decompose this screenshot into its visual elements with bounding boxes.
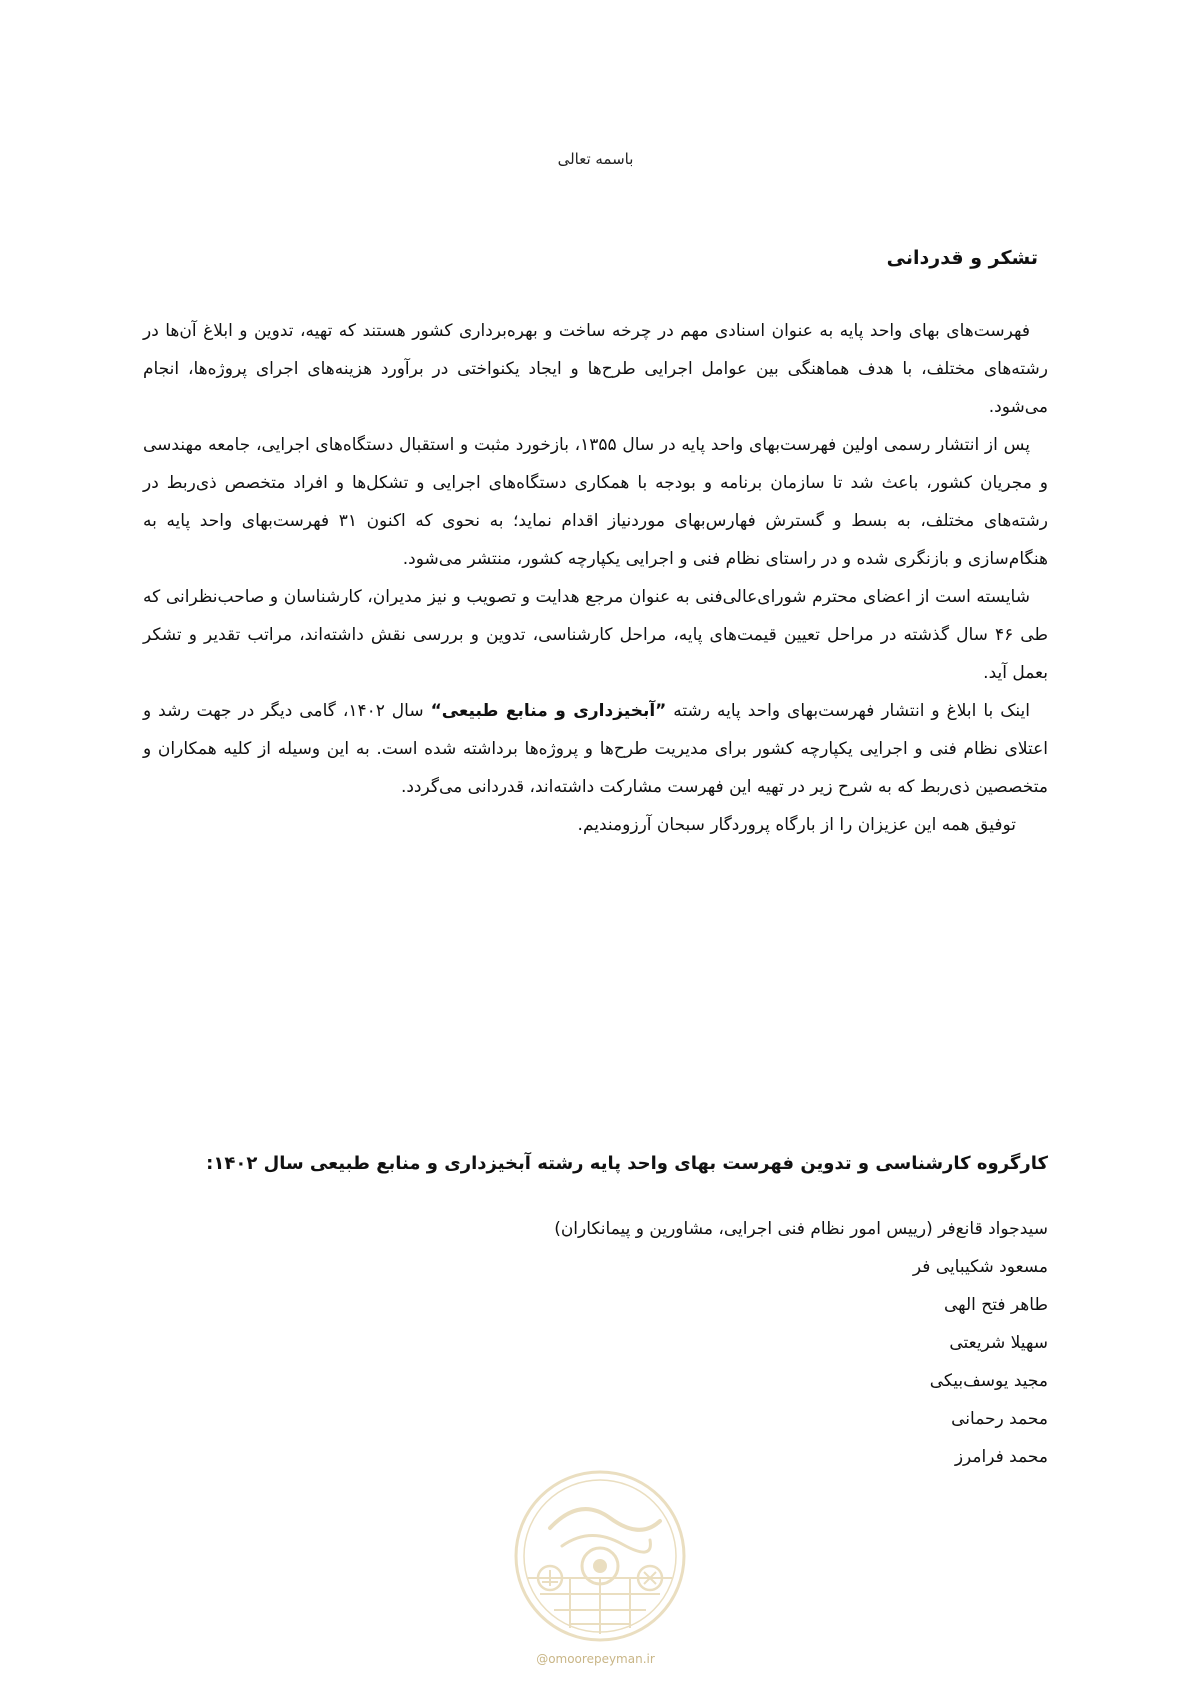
member-name: طاهر فتح الهی bbox=[943, 1295, 1048, 1315]
watermark-caption: @omoorepeyman.ir bbox=[536, 1652, 655, 1666]
member-name: محمد فرامرز bbox=[954, 1447, 1048, 1467]
member-name: مسعود شکیبایی فر bbox=[912, 1257, 1048, 1277]
basmala: باسمه تعالی bbox=[557, 150, 634, 168]
member-name: محمد رحمانی bbox=[951, 1409, 1048, 1429]
closing-sentence: توفیق همه این عزیزان را از بارگاه پروردگار سبحان آرزومندیم. bbox=[577, 815, 1016, 835]
page-title: تشکر و قدردانی bbox=[886, 247, 1038, 269]
paragraph-4-rest: سال ۱۴۰۲، گامی دیگر در جهت رشد و اعتلای نظام فنی و اجرایی یکپارچه کشور برای مدیریت طرح‌ها و پروژه‌ها برداشته شده است. به این وسیله از کلیه همکاران و متخصصین ذی‌ربط که به شرح زیر در تهیه این فهرست مشارکت داشته‌اند، قدردانی می‌گردد. bbox=[143, 701, 1048, 797]
working-group-members bbox=[554, 1210, 1048, 1476]
paragraph-4-lead: اینک با ابلاغ و انتشار فهرست‌بهای واحد پایه رشته bbox=[666, 701, 1030, 721]
paragraph-3: شایسته است از اعضای محترم شورای‌عالی‌فنی به عنوان مرجع هدایت و تصویب و نیز مدیران، کارشناسان و صاحب‌نظرانی که طی ۴۶ سال گذشته در مراحل تعیین قیمت‌های پایه، مراحل کارشناسی، تدوین و بررسی نقش داشته‌اند، مراتب تقدیر و تشکر بعمل آید. bbox=[143, 587, 1048, 683]
watermark-logo-icon bbox=[510, 1466, 690, 1646]
paragraph-2: پس از انتشار رسمی اولین فهرست‌بهای واحد پایه در سال ۱۳۵۵، بازخورد مثبت و استقبال دستگاه‌های اجرایی، جامعه مهندسی و مجریان کشور، باعث شد تا سازمان برنامه و بودجه با همکاری دستگاه‌های اجرایی و تشکل‌ها و افراد متخصص ذی‌ربط در رشته‌های مختلف، به بسط و گسترش فهارس‌بهای موردنیاز اقدام نماید؛ به نحوی که اکنون ۳۱ فهرست‌بهای واحد پایه به هنگام‌سازی و بازنگری شده و در راستای نظام فنی و اجرایی یکپارچه کشور، منتشر می‌شود. bbox=[143, 435, 1048, 569]
member-name: مجید یوسف‌بیکی bbox=[929, 1371, 1048, 1391]
field-name-bold: ”آبخیزداری و منابع طبیعی“ bbox=[430, 701, 667, 721]
member-name: سهیلا شریعتی bbox=[949, 1333, 1048, 1353]
working-group-title: کارگروه کارشناسی و تدوین فهرست بهای واحد پایه رشته آبخیزداری و منابع طبیعی سال ۱۴۰۲: bbox=[206, 1153, 1048, 1174]
paragraph-4 bbox=[143, 692, 1048, 806]
acknowledgement-body bbox=[143, 312, 1048, 844]
paragraph-1: فهرست‌های بهای واحد پایه به عنوان اسنادی مهم در چرخه ساخت و بهره‌برداری کشور هستند که تهیه، تدوین و ابلاغ آن‌ها در رشته‌های مختلف، با هدف هماهنگی بین عوامل اجرایی طرح‌ها و ایجاد یکنواختی در برآورد هزینه‌های اجرای پروژه‌ها، انجام می‌شود. bbox=[143, 321, 1048, 417]
member-name: سیدجواد قانع‌فر (رییس امور نظام فنی اجرایی، مشاورین و پیمانکاران) bbox=[554, 1219, 1048, 1239]
